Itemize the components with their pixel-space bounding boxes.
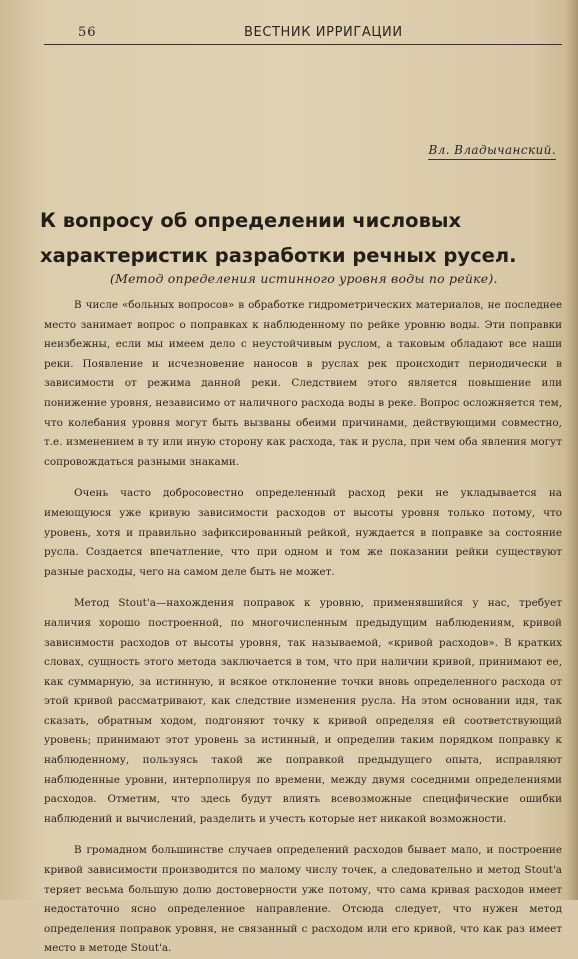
journal-title: ВЕСТНИК ИРРИГАЦИИ xyxy=(244,25,403,40)
article-title: К вопросу об определении числовых характеристик разработки речных русел. xyxy=(40,209,517,267)
paragraph-1: В числе «больных вопросов» в обработке гидрометрических материалов, не последнее место занимает вопрос о поправках к наблюденному по рейке уровню воды. Эти поправки неизбежны, если мы имеем дело с неустойчивым руслом, а таковым обладают все наши реки. Появление и исчезновение наносов в руслах рек происходит периодически в зависимости от режима данной реки. Следствием этого является повышение или понижение уровня, независимо от наличного расхода воды в реке. Вопрос осложняется тем, что колебания уровня могут быть вызваны обеими причинами, действующими совместно, т.е. изменением в ту или иную сторону как расхода, так и русла, при чем оба явления могут сопровождаться разными знаками. xyxy=(44,299,562,468)
page-number: 56 xyxy=(78,25,97,40)
paragraph-2: Очень часто добросовестно определенный расход реки не укладывается на имеющуюся уже кривую зависимости расходов от высоты уровня только потому, что уровень, хотя и правильно зафиксированный рейкой, нуждается в поправке за состояние русла. Создается впечатление, что при одном и том же показании рейки существуют разные расходы, чего на самом деле быть не может. xyxy=(44,487,562,578)
page-edge-shadow xyxy=(566,0,578,900)
page-header xyxy=(44,22,562,45)
article-body xyxy=(44,296,562,959)
author-name: Вл. Владычанский. xyxy=(428,143,556,160)
paragraph-3: Метод Stout'а—нахождения поправок к уровню, применявшийся у нас, требует наличия хорошо построенной, по многочисленным предыдущим наблюдениям, кривой зависимости расходов от высоты уровня, так называемой, «кривой расходов». В кратких словах, сущность этого метода заключается в том, что при наличии кривой, принимают ее, как суммарную, за истинную, и всякое отклонение точки вновь определенного расхода от этой кривой рассматривают, как следствие изменения русла. На этом основании идя, так сказать, обратным ходом, подгоняют точку к кривой определяя ей соответствующий уровень; принимают этот уровень за истинный, и определив таким порядком поправку к наблюденному, пользуясь такой же поправкой предыдущего опыта, исправляют наблюденные уровни, интерполируя по времени, между двумя соседними определениями расходов. Отметим, что здесь будут влиять всевозможные специфические ошибки наблюдений и вычислений, разделить и учесть которые нет никакой возможности. xyxy=(44,597,562,825)
article-subtitle: (Метод определения истинного уровня воды по рейке). xyxy=(110,271,498,286)
paragraph-4: В громадном большинстве случаев определений расходов бывает мало, и построение кривой зависимости производится по малому числу точек, а следовательно и метод Stout'а теряет весьма большую долю достоверности уже потому, что сама кривая расходов имеет недостаточно ясно определенное направление. Отсюда следует, что нужен метод определения поправок уровня, не связанный с расходом или его кривой, что как раз имеет место в методе Stout'а. xyxy=(44,844,562,955)
